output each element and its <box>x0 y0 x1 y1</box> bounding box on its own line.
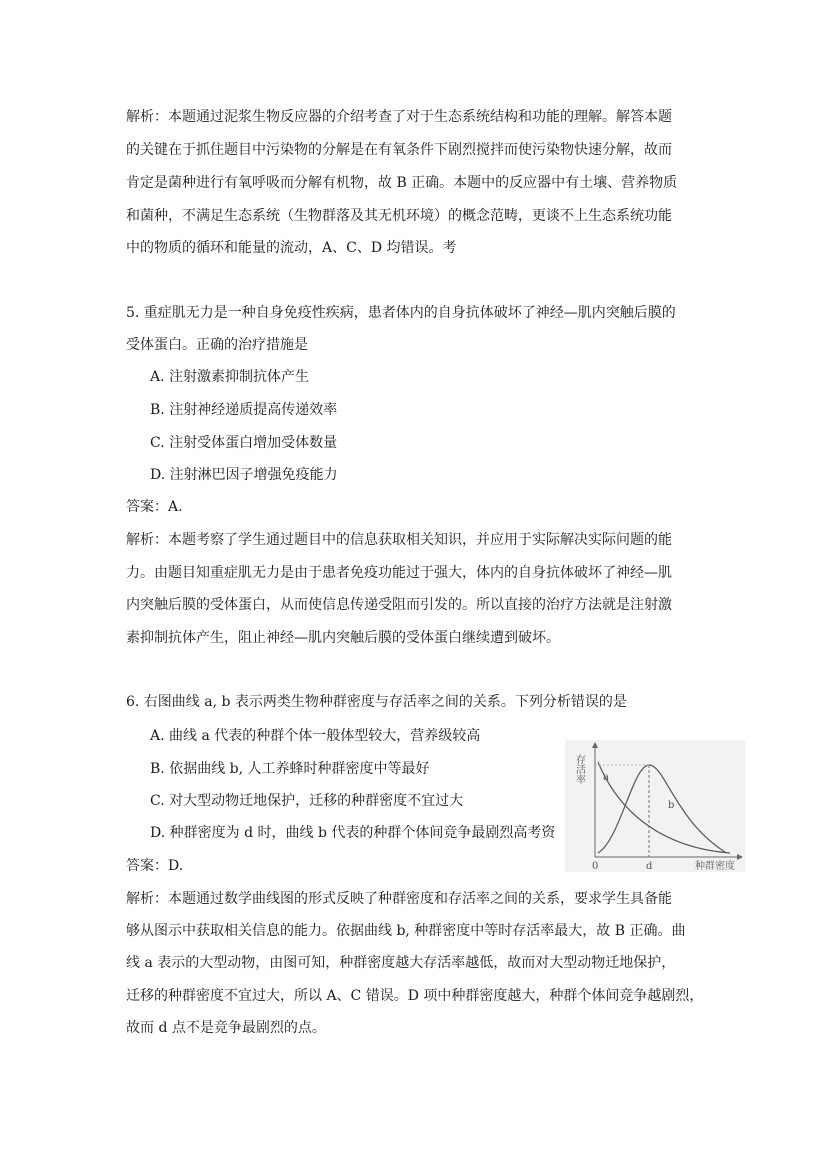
q4-analysis-line-3: 肯定是菌种进行有氧呼吸而分解有机物，故 B 正确。本题中的反应器中有土壤、营养物质 <box>126 175 678 191</box>
x-axis-label: 种群密度 <box>695 861 735 872</box>
q5-option-c: C. 注射受体蛋白增加受体数量 <box>150 435 338 451</box>
q4-analysis-line-2: 的关键在于抓住题目中污染物的分解是在有氧条件下剧烈搅拌而使污染物快速分解，故而 <box>126 142 672 158</box>
q4-analysis-line-1: 解析：本题通过泥浆生物反应器的介绍考查了对于生态系统结构和功能的理解。解答本题 <box>126 109 672 125</box>
origin-label: 0 <box>592 861 599 872</box>
q6-option-a: A. 曲线 a 代表的种群个体一般体型较大，营养级较高 <box>150 728 481 744</box>
q6-analysis-line-1: 解析：本题通过数学曲线图的形式反映了种群密度和存活率之间的关系，要求学生具备能 <box>126 891 672 907</box>
q4-analysis-line-4: 和菌种，不满足生态系统（生物群落及其无机环境）的概念范畴，更谈不上生态系统功能 <box>126 208 672 224</box>
curve-a-label: a <box>603 772 609 783</box>
q6-option-c: C. 对大型动物迁地保护，迁移的种群密度不宜过大 <box>150 793 464 809</box>
d-tick-label: d <box>646 861 653 872</box>
q6-answer: 答案：D. <box>126 858 184 874</box>
q5-option-b: B. 注射神经递质提高传递效率 <box>150 402 338 418</box>
q6-option-b: B. 依据曲线 b, 人工养蜂时种群密度中等最好 <box>150 761 430 777</box>
q6-analysis-line-3: 线 a 表示的大型动物，由图可知，种群密度越大存活率越低，故而对大型动物迁地保护， <box>126 955 676 971</box>
q6-analysis-line-2: 够从图示中获取相关信息的能力。依据曲线 b, 种群密度中等时存活率最大，故 B 正确。曲 <box>126 923 686 939</box>
q5-analysis-line-2: 力。由题目知重症肌无力是由于患者免疫功能过于强大，体内的自身抗体破坏了神经—肌 <box>126 565 672 581</box>
q5-stem-line-1: 5. 重症肌无力是一种自身免疫性疾病，患者体内的自身抗体破坏了神经—肌内突触后膜的 <box>126 305 676 321</box>
q5-analysis-line-4: 素抑制抗体产生，阻止神经—肌内突触后膜的受体蛋白继续遭到破坏。 <box>126 630 560 646</box>
q6-option-d: D. 种群密度为 d 时，曲线 b 代表的种群个体间竞争最剧烈高考资 <box>150 825 556 841</box>
q6-analysis-line-5: 故而 d 点不是竞争最剧烈的点。 <box>126 1020 326 1036</box>
curve-b-label: b <box>668 800 675 811</box>
q5-answer: 答案：A. <box>126 499 183 515</box>
q5-option-a: A. 注射激素抑制抗体产生 <box>150 369 310 385</box>
q6-stem: 6. 右图曲线 a, b 表示两类生物种群密度与存活率之间的关系。下列分析错误的是 <box>126 694 627 710</box>
q5-stem-line-2: 受体蛋白。正确的治疗措施是 <box>126 337 308 353</box>
y-axis-label: 存活率 <box>573 754 585 784</box>
q6-analysis-line-4: 迁移的种群密度不宜过大，所以 A、C 错误。D 项中种群密度越大，种群个体间竞争越剧烈， <box>126 988 704 1004</box>
q5-analysis-line-1: 解析：本题考察了学生通过题目中的信息获取相关知识，并应用于实际解决实际问题的能 <box>126 532 672 548</box>
q5-option-d: D. 注射淋巴因子增强免疫能力 <box>150 467 338 483</box>
density-survival-graph <box>565 740 745 872</box>
q4-analysis-line-5: 中的物质的循环和能量的流动，A、C、D 均错误。考 <box>126 240 457 256</box>
q5-analysis-line-3: 内突触后膜的受体蛋白，从而使信息传递受阻而引发的。所以直接的治疗方法就是注射激 <box>126 597 672 613</box>
